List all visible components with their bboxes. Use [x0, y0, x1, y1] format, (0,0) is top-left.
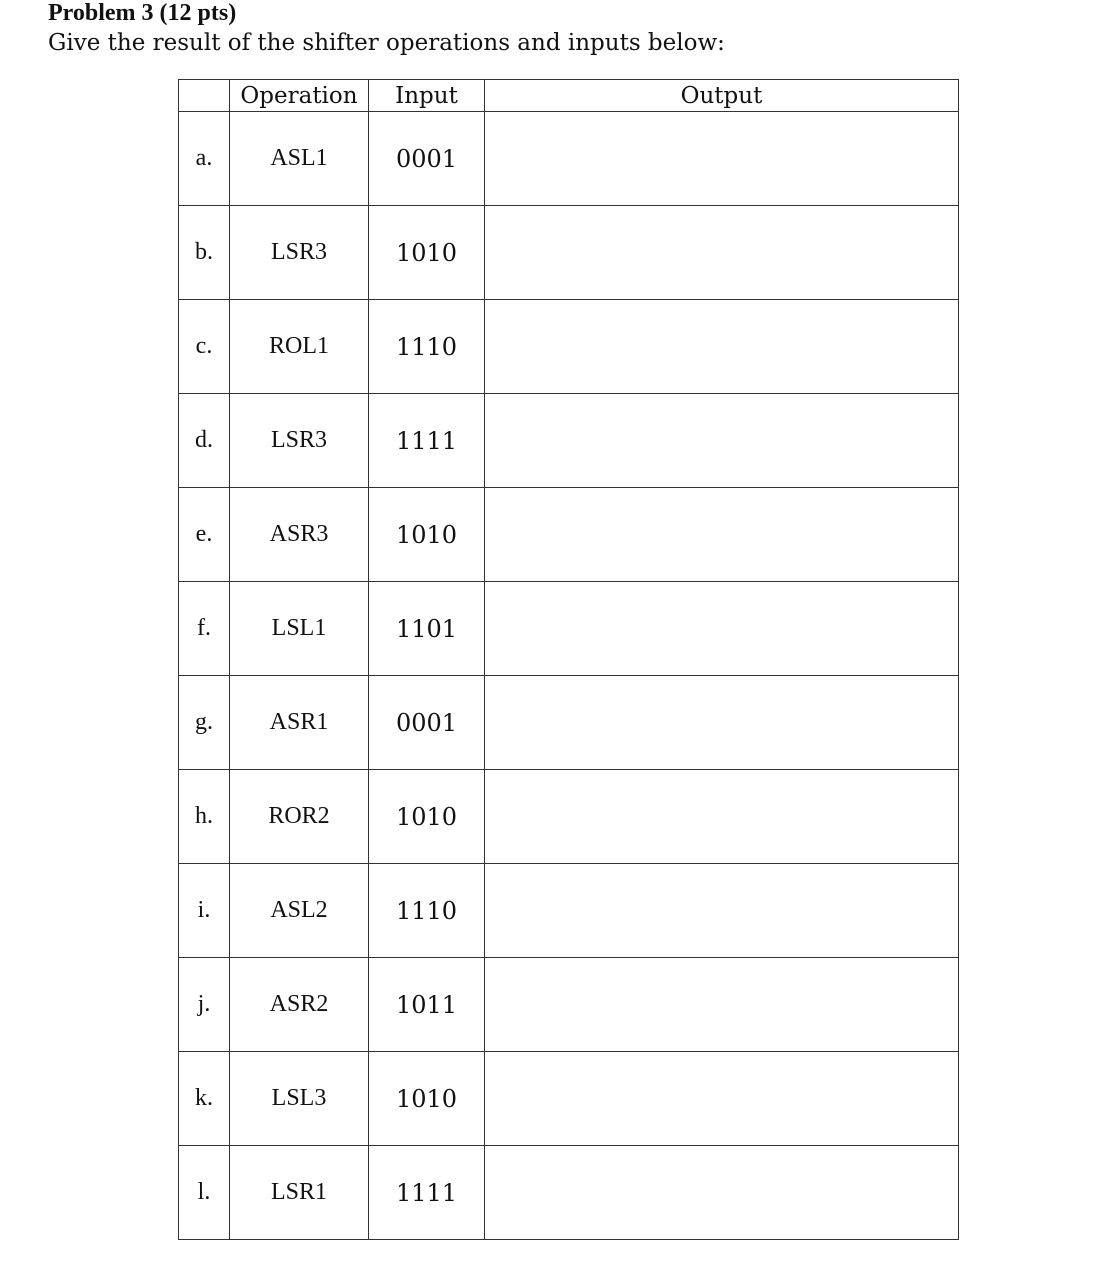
row-input: 0001	[369, 676, 485, 770]
row-input: 1111	[369, 1146, 485, 1240]
table-row	[179, 1052, 959, 1146]
row-input: 1010	[369, 770, 485, 864]
row-output-cell[interactable]	[485, 1146, 959, 1240]
row-input: 1111	[369, 394, 485, 488]
row-operation: ASR2	[230, 958, 369, 1052]
row-output-cell[interactable]	[485, 112, 959, 206]
row-letter: b.	[179, 206, 230, 300]
row-letter: h.	[179, 770, 230, 864]
row-output-cell[interactable]	[485, 488, 959, 582]
header-operation: Operation	[230, 80, 369, 112]
row-output-cell[interactable]	[485, 206, 959, 300]
row-input: 1101	[369, 582, 485, 676]
row-letter: g.	[179, 676, 230, 770]
row-output-cell[interactable]	[485, 394, 959, 488]
row-letter: f.	[179, 582, 230, 676]
problem-title: Problem 3 (12 pts)	[48, 0, 237, 26]
row-letter: k.	[179, 1052, 230, 1146]
table-row	[179, 112, 959, 206]
row-letter: e.	[179, 488, 230, 582]
table-row	[179, 488, 959, 582]
row-output-cell[interactable]	[485, 1052, 959, 1146]
row-output-cell[interactable]	[485, 582, 959, 676]
row-input: 1010	[369, 488, 485, 582]
row-output-cell[interactable]	[485, 770, 959, 864]
table-row	[179, 582, 959, 676]
row-operation: ASL2	[230, 864, 369, 958]
row-operation: ASL1	[230, 112, 369, 206]
row-input: 1110	[369, 300, 485, 394]
shifter-table	[178, 79, 959, 1240]
row-input: 0001	[369, 112, 485, 206]
row-letter: d.	[179, 394, 230, 488]
row-letter: c.	[179, 300, 230, 394]
row-operation: LSL3	[230, 1052, 369, 1146]
header-input: Input	[369, 80, 485, 112]
row-letter: j.	[179, 958, 230, 1052]
table-row	[179, 770, 959, 864]
row-input: 1010	[369, 206, 485, 300]
table-row	[179, 1146, 959, 1240]
row-output-cell[interactable]	[485, 676, 959, 770]
header-letter	[179, 80, 230, 112]
table-row	[179, 394, 959, 488]
row-letter: i.	[179, 864, 230, 958]
row-operation: ROL1	[230, 300, 369, 394]
row-output-cell[interactable]	[485, 958, 959, 1052]
row-operation: ASR3	[230, 488, 369, 582]
row-input: 1110	[369, 864, 485, 958]
table-row	[179, 206, 959, 300]
row-operation: LSL1	[230, 582, 369, 676]
table-row	[179, 958, 959, 1052]
table-row	[179, 300, 959, 394]
table-row	[179, 864, 959, 958]
row-operation: LSR3	[230, 206, 369, 300]
row-input: 1011	[369, 958, 485, 1052]
row-operation: LSR3	[230, 394, 369, 488]
row-input: 1010	[369, 1052, 485, 1146]
row-output-cell[interactable]	[485, 300, 959, 394]
row-letter: a.	[179, 112, 230, 206]
table-header-row	[179, 80, 959, 112]
header-output: Output	[485, 80, 959, 112]
row-operation: LSR1	[230, 1146, 369, 1240]
problem-instruction: Give the result of the shifter operations and inputs below:	[48, 30, 725, 56]
row-output-cell[interactable]	[485, 864, 959, 958]
row-operation: ROR2	[230, 770, 369, 864]
table-row	[179, 676, 959, 770]
row-letter: l.	[179, 1146, 230, 1240]
row-operation: ASR1	[230, 676, 369, 770]
